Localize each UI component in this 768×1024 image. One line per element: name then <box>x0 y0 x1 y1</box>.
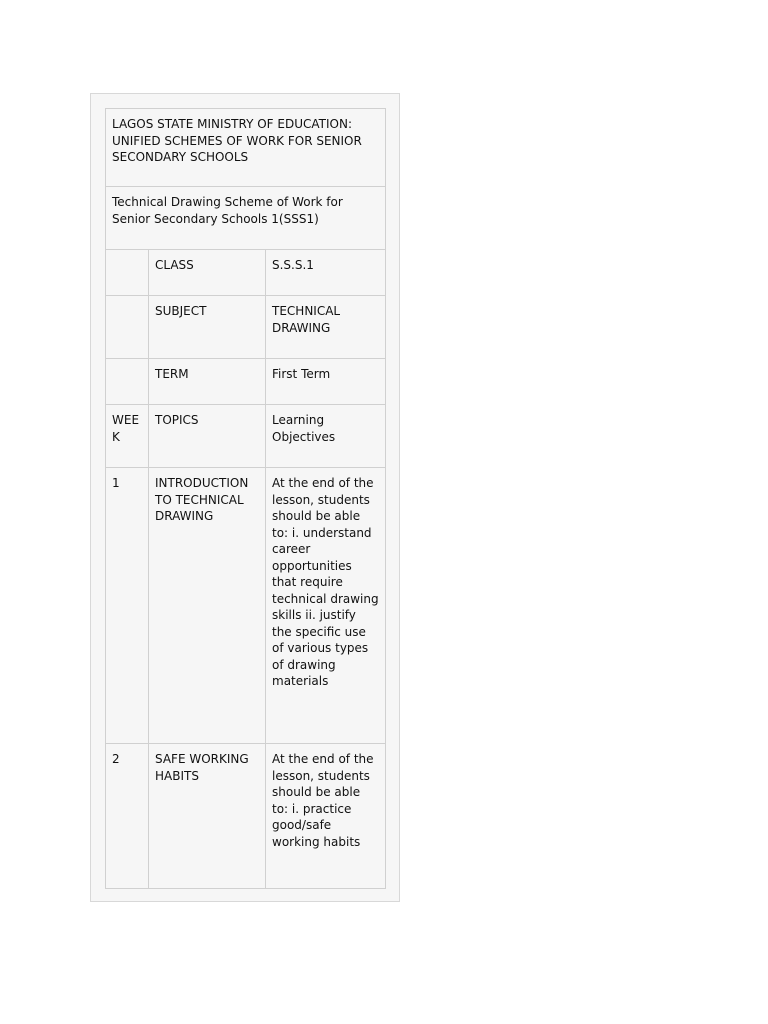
week-topic: SAFE WORKING HABITS <box>149 744 266 889</box>
title-row <box>106 109 386 187</box>
class-label: CLASS <box>149 250 266 296</box>
table-row <box>106 744 386 889</box>
document-heading: LAGOS STATE MINISTRY OF EDUCATION: UNIFIED SCHEMES OF WORK FOR SENIOR SECONDARY SCHOOLS <box>106 109 386 187</box>
objectives-header: Learning Objectives <box>266 405 386 468</box>
week-number: 1 <box>106 468 149 744</box>
week-objectives: At the end of the lesson, students should be able to: i. understand career opportunities that require technical drawing skills ii. justify the specific use of various types of drawing materials <box>266 468 386 744</box>
term-label: TERM <box>149 359 266 405</box>
table-row <box>106 468 386 744</box>
week-objectives: At the end of the lesson, students should be able to: i. practice good/safe working habits <box>266 744 386 889</box>
term-value: First Term <box>266 359 386 405</box>
info-row-term <box>106 359 386 405</box>
week-header: WEEK <box>106 405 149 468</box>
document-subheading: Technical Drawing Scheme of Work for Senior Secondary Schools 1(SSS1) <box>106 187 386 250</box>
empty-cell <box>106 296 149 359</box>
table-header-row <box>106 405 386 468</box>
subject-value: TECHNICAL DRAWING <box>266 296 386 359</box>
info-row-subject <box>106 296 386 359</box>
empty-cell <box>106 359 149 405</box>
week-number: 2 <box>106 744 149 889</box>
empty-cell <box>106 250 149 296</box>
week-topic: INTRODUCTION TO TECHNICAL DRAWING <box>149 468 266 744</box>
info-row-class <box>106 250 386 296</box>
topics-header: TOPICS <box>149 405 266 468</box>
subtitle-row <box>106 187 386 250</box>
scheme-of-work-table <box>105 108 386 889</box>
subject-label: SUBJECT <box>149 296 266 359</box>
class-value: S.S.S.1 <box>266 250 386 296</box>
